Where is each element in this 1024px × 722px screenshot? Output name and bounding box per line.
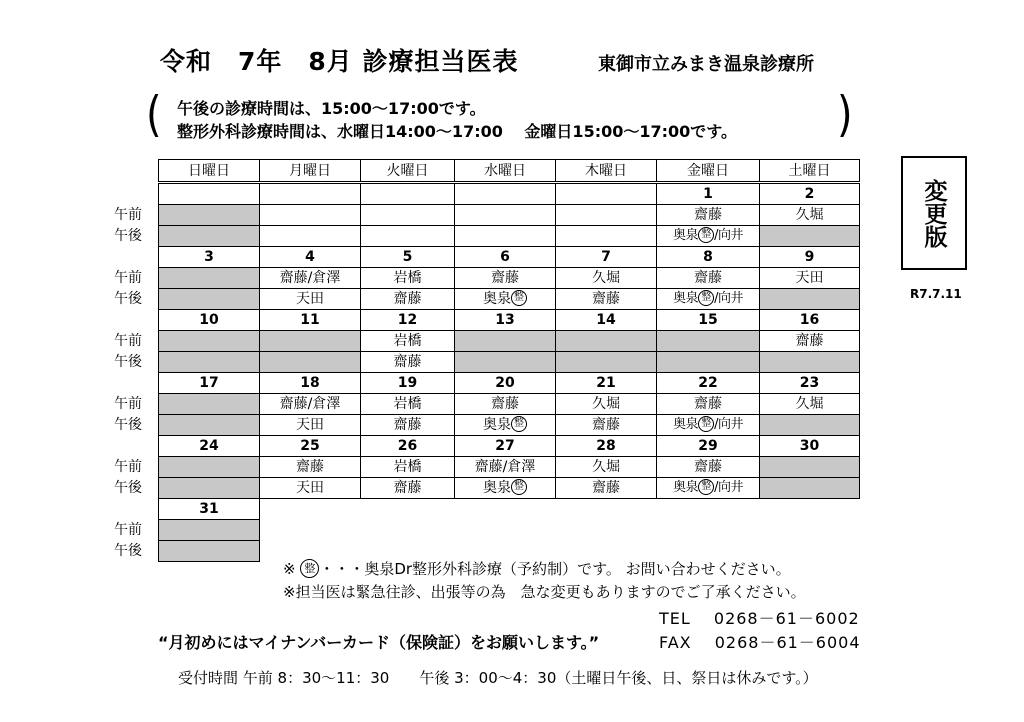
- revised-edition-box: 変更版: [901, 156, 967, 270]
- morning-doctor-cell: 岩橋: [361, 394, 455, 415]
- morning-doctor-cell: 久堀: [760, 394, 860, 415]
- afternoon-doctor-cell: [159, 352, 260, 373]
- afternoon-doctor-cell: 天田: [260, 415, 361, 436]
- morning-doctor-cell: [260, 331, 361, 352]
- date-cell: 16: [760, 310, 860, 331]
- morning-label: 午前: [114, 458, 142, 475]
- afternoon-doctor-cell: 齋藤: [556, 289, 657, 310]
- date-cell: 22: [657, 373, 760, 394]
- date-cell: 13: [455, 310, 556, 331]
- date-cell: 25: [260, 436, 361, 457]
- afternoon-doctor-cell: [159, 478, 260, 499]
- date-cell: 26: [361, 436, 455, 457]
- morning-doctor-cell: [159, 205, 260, 226]
- afternoon-doctor-cell: 奥泉 整 /向井: [657, 478, 760, 499]
- afternoon-doctor-cell: 奥泉 整 /向井: [657, 289, 760, 310]
- revision-date: R7.7.11: [910, 287, 962, 301]
- date-cell: 5: [361, 247, 455, 268]
- date-cell: 8: [657, 247, 760, 268]
- date-cell: 17: [159, 373, 260, 394]
- date-cell: [361, 183, 455, 205]
- weekday-header: 木曜日: [556, 160, 657, 183]
- morning-doctor-cell: [657, 331, 760, 352]
- ortho-mark-icon: 整: [698, 227, 714, 243]
- ortho-mark-icon: 整: [300, 559, 319, 578]
- date-cell: 3: [159, 247, 260, 268]
- afternoon-doctor-cell: 奥泉 整 /向井: [657, 415, 760, 436]
- afternoon-doctor-cell: [159, 415, 260, 436]
- morning-doctor-cell: 齋藤/倉澤: [260, 394, 361, 415]
- afternoon-doctor-cell: 齋藤: [556, 478, 657, 499]
- date-cell: 30: [760, 436, 860, 457]
- date-cell: 24: [159, 436, 260, 457]
- afternoon-doctor-cell: 奥泉 整 /向井: [657, 226, 760, 247]
- date-cell: 29: [657, 436, 760, 457]
- afternoon-doctor-cell: [556, 226, 657, 247]
- morning-doctor-cell: 齋藤: [657, 205, 760, 226]
- date-cell: 1: [657, 183, 760, 205]
- afternoon-doctor-cell: [760, 415, 860, 436]
- date-cell: 11: [260, 310, 361, 331]
- date-cell: [159, 183, 260, 205]
- afternoon-doctor-cell: [260, 352, 361, 373]
- morning-doctor-cell: [260, 205, 361, 226]
- date-cell: 23: [760, 373, 860, 394]
- weekday-header: 金曜日: [657, 160, 760, 183]
- afternoon-doctor-cell: 齋藤: [361, 478, 455, 499]
- afternoon-doctor-cell: [159, 289, 260, 310]
- afternoon-doctor-cell: 奥泉 整: [455, 415, 556, 436]
- morning-doctor-cell: 齋藤: [455, 268, 556, 289]
- date-cell: 7: [556, 247, 657, 268]
- morning-doctor-cell: [159, 394, 260, 415]
- morning-doctor-cell: [455, 331, 556, 352]
- morning-doctor-cell: 久堀: [556, 394, 657, 415]
- afternoon-doctor-cell: [760, 478, 860, 499]
- date-cell: [455, 183, 556, 205]
- afternoon-label: 午後: [114, 542, 142, 559]
- morning-doctor-cell: [159, 457, 260, 478]
- morning-doctor-cell: [760, 457, 860, 478]
- afternoon-doctor-cell: [657, 352, 760, 373]
- afternoon-doctor-cell: [159, 541, 260, 562]
- ortho-mark-icon: 整: [698, 416, 714, 432]
- date-cell: 14: [556, 310, 657, 331]
- weekday-header: 火曜日: [361, 160, 455, 183]
- date-cell: 12: [361, 310, 455, 331]
- ortho-mark-icon: 整: [511, 479, 527, 495]
- date-cell: 4: [260, 247, 361, 268]
- phone-number: TEL 0268－61－6002: [659, 609, 860, 628]
- afternoon-label: 午後: [114, 416, 142, 433]
- morning-doctor-cell: [556, 331, 657, 352]
- date-cell: 27: [455, 436, 556, 457]
- morning-doctor-cell: [361, 205, 455, 226]
- right-bracket: ): [837, 87, 853, 143]
- change-notice: ※担当医は緊急往診、出張等の為 急な変更もありますのでご了承ください。: [283, 583, 806, 601]
- afternoon-doctor-cell: 齋藤: [361, 352, 455, 373]
- reception-hours: 受付時間 午前 8：30～11：30 午後 3：00～4：30（土曜日午後、日、祭日は休みです。）: [178, 669, 818, 687]
- morning-doctor-cell: [159, 331, 260, 352]
- afternoon-label: 午後: [114, 290, 142, 307]
- morning-doctor-cell: 齋藤: [657, 457, 760, 478]
- date-cell: 18: [260, 373, 361, 394]
- morning-doctor-cell: 齋藤/倉澤: [455, 457, 556, 478]
- afternoon-doctor-cell: 奥泉 整: [455, 289, 556, 310]
- ortho-mark-icon: 整: [698, 479, 714, 495]
- date-cell: [260, 183, 361, 205]
- weekday-header: 月曜日: [260, 160, 361, 183]
- afternoon-doctor-cell: 天田: [260, 289, 361, 310]
- left-bracket: (: [146, 87, 162, 143]
- date-cell: 6: [455, 247, 556, 268]
- afternoon-doctor-cell: [455, 226, 556, 247]
- weekday-header: 土曜日: [760, 160, 860, 183]
- morning-label: 午前: [114, 395, 142, 412]
- morning-label: 午前: [114, 521, 142, 538]
- afternoon-doctor-cell: [455, 352, 556, 373]
- date-cell: 2: [760, 183, 860, 205]
- afternoon-hours-note: 午後の診療時間は、15:00～17:00です。: [177, 99, 486, 118]
- my-number-card-notice: “月初めにはマイナンバーカード（保険証）をお願いします。”: [158, 633, 600, 652]
- afternoon-doctor-cell: 齋藤: [556, 415, 657, 436]
- morning-doctor-cell: 久堀: [760, 205, 860, 226]
- date-cell: 10: [159, 310, 260, 331]
- morning-doctor-cell: 齋藤: [760, 331, 860, 352]
- date-cell: 15: [657, 310, 760, 331]
- afternoon-doctor-cell: 齋藤: [361, 415, 455, 436]
- date-cell: 9: [760, 247, 860, 268]
- morning-doctor-cell: 岩橋: [361, 268, 455, 289]
- date-cell: 28: [556, 436, 657, 457]
- morning-doctor-cell: 久堀: [556, 268, 657, 289]
- afternoon-doctor-cell: [556, 352, 657, 373]
- clinic-name: 東御市立みまき温泉診療所: [598, 54, 814, 75]
- morning-label: 午前: [114, 332, 142, 349]
- morning-doctor-cell: 齋藤: [260, 457, 361, 478]
- weekday-header: 水曜日: [455, 160, 556, 183]
- afternoon-label: 午後: [114, 479, 142, 496]
- afternoon-doctor-cell: [260, 226, 361, 247]
- date-cell: [556, 183, 657, 205]
- afternoon-label: 午後: [114, 227, 142, 244]
- morning-doctor-cell: 齋藤: [455, 394, 556, 415]
- morning-doctor-cell: [556, 205, 657, 226]
- date-cell: 31: [159, 499, 260, 520]
- ortho-mark-icon: 整: [511, 416, 527, 432]
- date-cell: 20: [455, 373, 556, 394]
- orthopedic-hours-note: 整形外科診療時間は、水曜日14:00～17:00 金曜日15:00～17:00です。: [177, 122, 738, 141]
- afternoon-doctor-cell: [760, 352, 860, 373]
- weekday-header: 日曜日: [159, 160, 260, 183]
- afternoon-doctor-cell: [159, 226, 260, 247]
- morning-doctor-cell: [159, 268, 260, 289]
- morning-doctor-cell: 久堀: [556, 457, 657, 478]
- morning-doctor-cell: 齋藤: [657, 394, 760, 415]
- afternoon-doctor-cell: [361, 226, 455, 247]
- morning-doctor-cell: 齋藤/倉澤: [260, 268, 361, 289]
- morning-doctor-cell: [455, 205, 556, 226]
- morning-doctor-cell: 天田: [760, 268, 860, 289]
- morning-doctor-cell: [159, 520, 260, 541]
- morning-doctor-cell: 岩橋: [361, 331, 455, 352]
- page-title: 令和 7年 8月 診療担当医表: [160, 47, 519, 76]
- date-cell: 19: [361, 373, 455, 394]
- afternoon-label: 午後: [114, 353, 142, 370]
- schedule-table: [158, 159, 860, 562]
- ortho-mark-icon: 整: [511, 290, 527, 306]
- afternoon-doctor-cell: 奥泉 整: [455, 478, 556, 499]
- ortho-mark-note: ※ 整 ・・・奥泉Dr整形外科診療（予約制）です。 お問い合わせください。: [283, 560, 791, 578]
- fax-number: FAX 0268－61－6004: [659, 633, 861, 652]
- ortho-mark-icon: 整: [698, 290, 714, 306]
- morning-label: 午前: [114, 206, 142, 223]
- afternoon-doctor-cell: [760, 226, 860, 247]
- morning-label: 午前: [114, 269, 142, 286]
- date-cell: 21: [556, 373, 657, 394]
- afternoon-doctor-cell: 天田: [260, 478, 361, 499]
- morning-doctor-cell: 齋藤: [657, 268, 760, 289]
- morning-doctor-cell: 岩橋: [361, 457, 455, 478]
- afternoon-doctor-cell: [760, 289, 860, 310]
- afternoon-doctor-cell: 齋藤: [361, 289, 455, 310]
